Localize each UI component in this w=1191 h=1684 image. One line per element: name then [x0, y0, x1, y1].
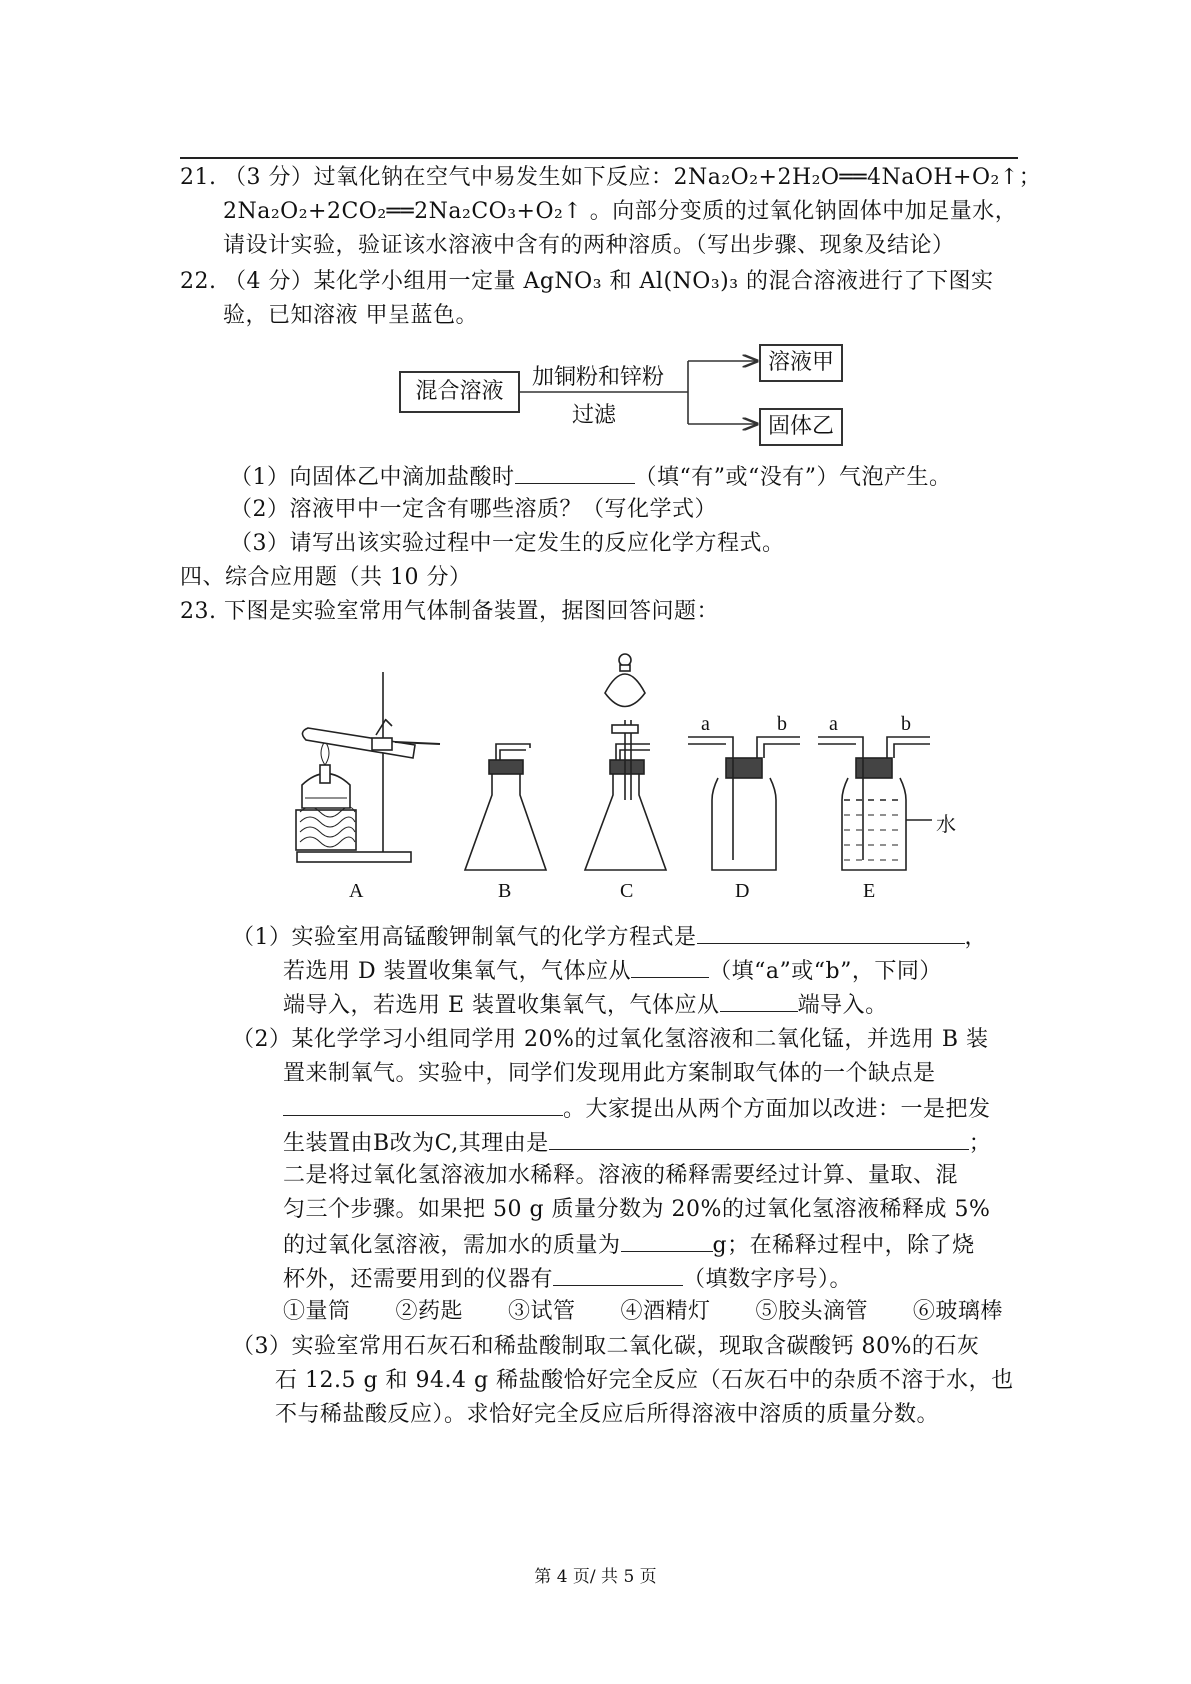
q21-line2: 2Na₂O₂+2CO₂══2Na₂CO₃+O₂↑ 。向部分变质的过氧化钠固体中加足量水， — [223, 199, 1018, 224]
q23-p2-line6: 匀三个步骤。如果把 50 g 质量分数为 20%的过氧化氢溶液稀释成 5% — [283, 1197, 991, 1222]
water-label: 水 — [936, 812, 956, 836]
q23-blank-equation[interactable] — [697, 921, 965, 944]
q23-p3-line2: 石 12.5 g 和 94.4 g 稀盐酸恰好完全反应（石灰石中的杂质不溶于水，也 — [275, 1368, 1014, 1393]
q23-blank-reason[interactable] — [549, 1127, 969, 1150]
q23-blank-water-mass[interactable] — [621, 1229, 713, 1252]
label-e: E — [863, 880, 876, 902]
flow-out2-box: 固体乙 — [759, 408, 843, 446]
flow-arrow-top-label: 加铜粉和锌粉 — [532, 365, 665, 390]
option-3: ③试管 — [507, 1299, 576, 1324]
flow-start-box: 混合溶液 — [399, 371, 520, 413]
q23-p2-line4: 生装置由B改为C,其理由是 ； — [283, 1127, 991, 1159]
q23-intro: 23. 下图是实验室常用气体制备装置，据图回答问题： — [180, 599, 719, 624]
q23-p2-line3: 。大家提出从两个方面加以改进：一是把发 — [283, 1093, 991, 1125]
q23-blank-d-port[interactable] — [631, 955, 709, 978]
label-b: B — [498, 880, 512, 902]
q21-line3: 请设计实验，验证该水溶液中含有的两种溶质。（写出步骤、现象及结论） — [223, 233, 955, 258]
q23-p2-line2: 置来制氧气。实验中，同学们发现用此方案制取气体的一个缺点是 — [283, 1061, 936, 1086]
q22-sub3: （3）请写出该实验过程中一定发生的反应化学方程式。 — [230, 531, 785, 556]
q21-line1: 21. （3 分）过氧化钠在空气中易发生如下反应：2Na₂O₂+2H₂O══4NaOH+O₂↑； — [180, 165, 1042, 190]
page-footer: 第 4 页/ 共 5 页 — [534, 1567, 657, 1587]
q23-p1-line3: 端导入，若选用 E 装置收集氧气，气体应从 端导入。 — [283, 989, 888, 1021]
option-4: ④酒精灯 — [620, 1299, 711, 1324]
q22-line1: 22. （4 分）某化学小组用一定量 AgNO₃ 和 Al(NO₃)₃ 的混合溶液进行了下图实 — [180, 269, 994, 294]
label-a: A — [349, 880, 364, 902]
q23-p2-line7: 的过氧化氢溶液，需加水的质量为 g；在稀释过程中，除了烧 — [283, 1229, 975, 1261]
q23-p2-line5: 二是将过氧化氢溶液加水稀释。溶液的稀释需要经过计算、量取、混 — [283, 1163, 959, 1188]
q23-blank-instruments[interactable] — [553, 1263, 683, 1286]
apparatus-a — [296, 672, 440, 862]
apparatus-b — [465, 744, 546, 870]
q23-p3-line3: 不与稀盐酸反应）。求恰好完全反应后所得溶液中溶质的质量分数。 — [275, 1402, 940, 1427]
flow-arrow-bottom-label: 过滤 — [572, 403, 617, 428]
q23-p1-line1: （1）实验室用高锰酸钾制氧气的化学方程式是 ， — [232, 921, 987, 953]
q22-sub2: （2）溶液甲中一定含有哪些溶质？（写化学式） — [230, 497, 717, 522]
apparatus-c — [585, 654, 666, 870]
q23-blank-e-port[interactable] — [720, 989, 798, 1012]
q23-p1-line2: 若选用 D 装置收集氧气，气体应从 （填“a”或“b”，下同） — [283, 955, 942, 987]
q23-options — [283, 1297, 1003, 1327]
option-6: ⑥玻璃棒 — [912, 1299, 1003, 1324]
option-1: ①量筒 — [283, 1299, 351, 1324]
q23-p3-line1: （3）实验室常用石灰石和稀盐酸制取二氧化碳，现取含碳酸钙 80%的石灰 — [232, 1334, 980, 1359]
q23-blank-drawback[interactable] — [283, 1093, 563, 1116]
option-5: ⑤胶头滴管 — [755, 1299, 868, 1324]
q23-p2-line8: 杯外，还需要用到的仪器有 （填数字序号）。 — [283, 1263, 852, 1295]
section-4-heading: 四、综合应用题（共 10 分） — [180, 565, 472, 590]
port-a-d: a — [701, 713, 710, 735]
apparatus-d — [688, 737, 800, 870]
q23-p2-line1: （2）某化学学习小组同学用 20%的过氧化氢溶液和二氧化锰，并选用 B 装 — [232, 1027, 989, 1052]
port-a-e: a — [829, 713, 838, 735]
label-d: D — [735, 880, 750, 902]
port-b-d: b — [777, 713, 787, 735]
apparatus-e — [818, 737, 932, 870]
q22-sub1: （1）向固体乙中滴加盐酸时 （填“有”或“没有”）气泡产生。 — [230, 461, 952, 493]
q22-line2: 验，已知溶液 甲呈蓝色。 — [223, 303, 478, 328]
port-b-e: b — [901, 713, 911, 735]
option-2: ②药匙 — [395, 1299, 463, 1324]
flow-out1-box: 溶液甲 — [759, 344, 843, 382]
label-c: C — [620, 880, 634, 902]
